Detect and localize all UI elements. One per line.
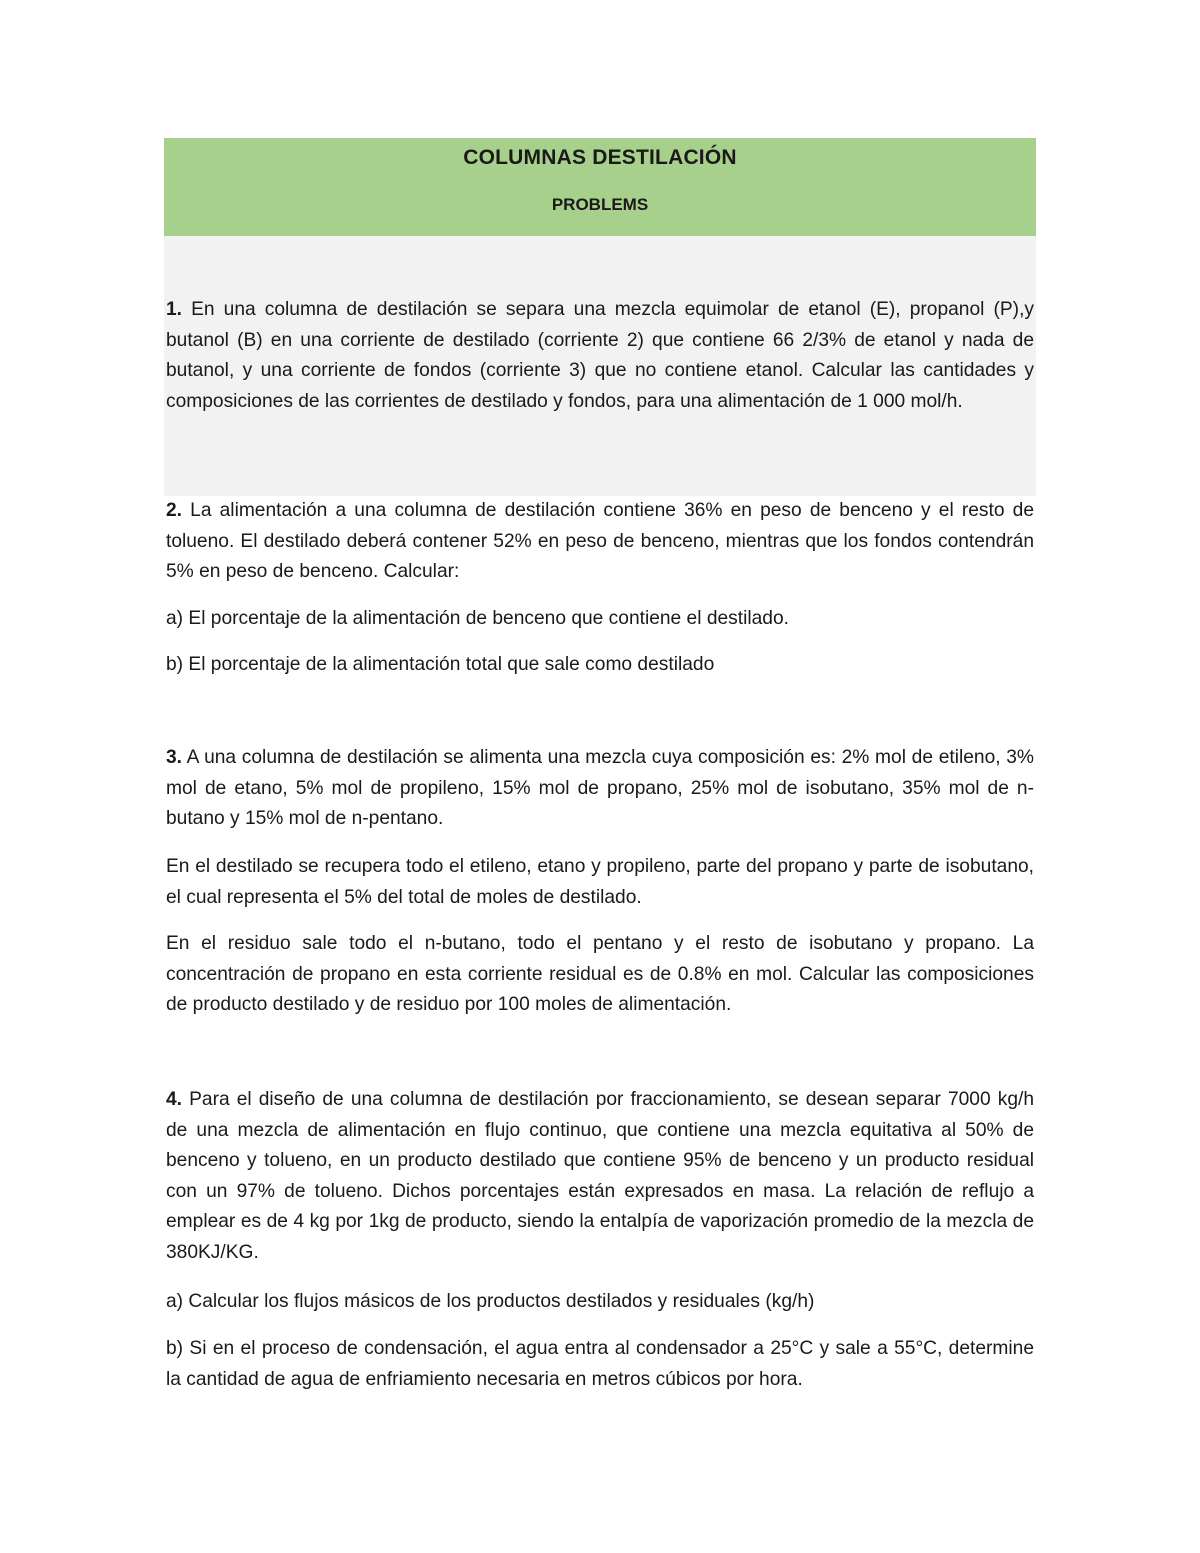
problem-4-number: 4. xyxy=(166,1089,183,1110)
document-title: COLUMNAS DESTILACIÓN xyxy=(463,146,737,169)
problem-4-text: Para el diseño de una columna de destilación por fraccionamiento, se desean separar 7000 kg/h de una mezcla de alimentación en flujo continuo, que contiene una mezcla equitativa al 50% de benceno y tolueno, en un producto destilado que contiene 95% de benceno y un producto residual con un 97% de tolueno. Dichos porcentajes están expresados en masa. La relación de reflujo a emplear es de 4 kg por 1kg de producto, siendo la entalpía de vaporización promedio de la mezcla de 380KJ/KG. xyxy=(166,1089,1034,1263)
problem-3-number: 3. xyxy=(166,747,183,768)
problem-2-part-b: b) El porcentaje de la alimentación total que sale como destilado xyxy=(166,654,715,675)
problem-1-text: En una columna de destilación se separa una mezcla equimolar de etanol (E), propanol (P),y butanol (B) en una corriente de destilado (corriente 2) que contiene 66 2/3% de etanol y nada de butanol, y una corriente de fondos (corriente 3) que no contiene etanol. Calcular las cantidades y composiciones de las corrientes de destilado y fondos, para una alimentación de 1 000 mol/h. xyxy=(166,299,1034,412)
document-subtitle: PROBLEMS xyxy=(551,195,649,214)
problem-1-number: 1. xyxy=(166,299,183,320)
problem-4 xyxy=(166,1085,1034,1269)
problem-1 xyxy=(166,295,1034,417)
problem-2 xyxy=(166,496,1034,588)
problem-3-paragraph-3: En el residuo sale todo el n-butano, todo el pentano y el resto de isobutano y propano. La concentración de propano en esta corriente residual es de 0.8% en mol. Calcular las composiciones de producto destilado y de residuo por 100 moles de alimentación. xyxy=(166,933,1034,1016)
problem-2-number: 2. xyxy=(166,500,183,521)
problem-3-text: A una columna de destilación se alimenta una mezcla cuya composición es: 2% mol de etileno, 3% mol de etano, 5% mol de propileno, 15% mol de propano, 25% mol de isobutano, 35% mol de n-butano y 15% mol de n-pentano. xyxy=(166,747,1034,830)
problem-3-paragraph-2: En el destilado se recupera todo el etileno, etano y propileno, parte del propano y parte de isobutano, el cual representa el 5% del total de moles de destilado. xyxy=(166,856,1034,908)
problem-4-part-b: b) Si en el proceso de condensación, el agua entra al condensador a 25°C y sale a 55°C, determine la cantidad de agua de enfriamiento necesaria en metros cúbicos por hora. xyxy=(166,1338,1034,1390)
problem-2-part-a: a) El porcentaje de la alimentación de benceno que contiene el destilado. xyxy=(166,608,789,629)
problem-4-part-a: a) Calcular los flujos másicos de los productos destilados y residuales (kg/h) xyxy=(166,1291,815,1312)
problem-3 xyxy=(166,743,1034,835)
problem-2-text: La alimentación a una columna de destilación contiene 36% en peso de benceno y el resto de tolueno. El destilado deberá contener 52% en peso de benceno, mientras que los fondos contendrán 5% en peso de benceno. Calcular: xyxy=(166,500,1034,583)
